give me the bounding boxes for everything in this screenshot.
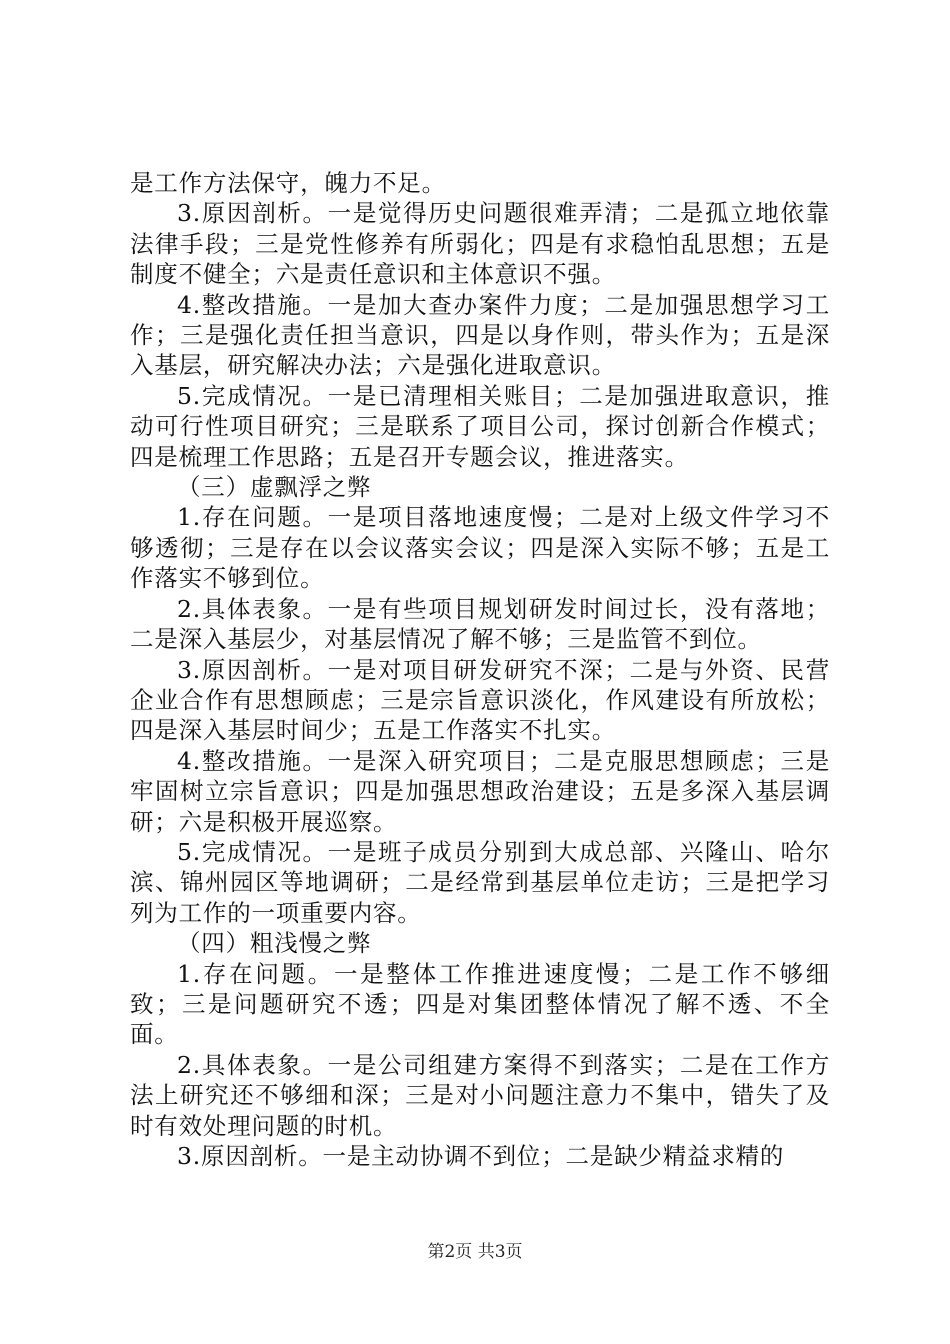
paragraph: 5.完成情况。一是班子成员分别到大成总部、兴隆山、哈尔滨、锦州园区等地调研；二是经常到基层单位走访；三是把学习列为工作的一项重要内容。 [130,837,830,927]
page-footer [0,1237,950,1262]
paragraph: 3.原因剖析。一是主动协调不到位；二是缺少精益求精的 [177,1142,785,1170]
document-body [130,168,830,1171]
paragraph: 5.完成情况。一是已清理相关账目；二是加强进取意识，推动可行性项目研究；三是联系了项目公司，探讨创新合作模式；四是梳理工作思路；五是召开专题会议，推进落实。 [130,381,830,471]
paragraph: 3.原因剖析。一是对项目研发研究不深；二是与外资、民营企业合作有思想顾虑；三是宗旨意识淡化，作风建设有所放松；四是深入基层时间少；五是工作落实不扎实。 [130,655,830,745]
paragraph: 1.存在问题。一是项目落地速度慢；二是对上级文件学习不够透彻；三是存在以会议落实会议；四是深入实际不够；五是工作落实不够到位。 [130,503,830,593]
page-number-label: 第2页 共3页 [427,1242,523,1262]
section-heading: （三）虚飘浮之弊 [177,473,372,502]
paragraph: 是工作方法保守，魄力不足。 [130,169,446,197]
paragraph: 2.具体表象。一是公司组建方案得不到落实；二是在工作方法上研究还不够细和深；三是对小问题注意力不集中，错失了及时有效处理问题的时机。 [130,1050,830,1140]
paragraph: 2.具体表象。一是有些项目规划研发时间过长，没有落地；二是深入基层少，对基层情况了解不够；三是监管不到位。 [130,594,830,654]
paragraph: 4.整改措施。一是加大查办案件力度；二是加强思想学习工作；三是强化责任担当意识，四是以身作则，带头作为；五是深入基层，研究解决办法；六是强化进取意识。 [130,290,830,380]
paragraph: 3.原因剖析。一是觉得历史问题很难弄清；二是孤立地依靠法律手段；三是党性修养有所弱化；四是有求稳怕乱思想；五是制度不健全；六是责任意识和主体意识不强。 [130,199,830,289]
paragraph: 4.整改措施。一是深入研究项目；二是克服思想顾虑；三是牢固树立宗旨意识；四是加强思想政治建设；五是多深入基层调研；六是积极开展巡察。 [130,746,830,836]
section-heading: （四）粗浅慢之弊 [177,929,372,958]
paragraph: 1.存在问题。一是整体工作推进速度慢；二是工作不够细致；三是问题研究不透；四是对集团整体情况了解不透、不全面。 [130,959,830,1049]
